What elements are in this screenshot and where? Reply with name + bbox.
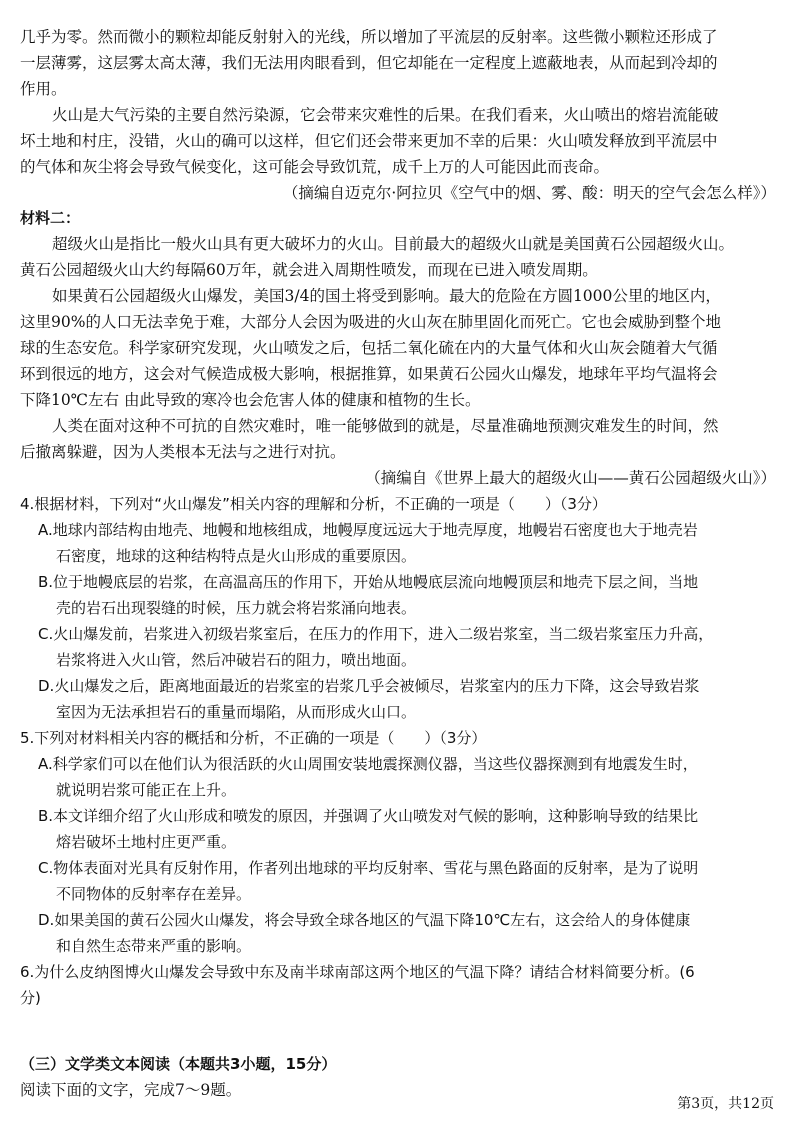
q5-option-d-cont: 和自然生态带来严重的影响。 bbox=[56, 937, 252, 955]
page-number: 第3页，共12页 bbox=[677, 1096, 774, 1112]
q4-option-b-cont: 壳的岩石出现裂缝的时候，压力就会将岩浆涌向地表。 bbox=[56, 599, 417, 617]
q4-option-b: B.位于地幔底层的岩浆，在高温高压的作用下，开始从地幔底层流向地幔顶层和地壳下层之间，当地 bbox=[38, 573, 699, 591]
material2-heading: 材料二： bbox=[20, 209, 81, 227]
q5-option-a: A.科学家们可以在他们认为很活跃的火山周围安装地震探测仪器，当这些仪器探测到有地震发生时， bbox=[38, 755, 698, 773]
question-5-stem: 5.下列对材料相关内容的概括和分析，不正确的一项是（ ）（3分） bbox=[20, 729, 487, 747]
q5-option-c-cont: 不同物体的反射率存在差异。 bbox=[56, 885, 252, 903]
material2-p2-line: 下降10℃左右 由此导致的寒冷也会危害人体的健康和植物的生长。 bbox=[20, 391, 481, 409]
q4-option-a: A.地球内部结构由地壳、地幔和地核组成，地幔厚度远远大于地壳厚度，地幔岩石密度也大于地壳岩 bbox=[38, 521, 698, 539]
section-3-instruction: 阅读下面的文字，完成7～9题。 bbox=[20, 1081, 242, 1099]
q4-option-c: C.火山爆发前，岩浆进入初级岩浆室后，在压力的作用下，进入二级岩浆室，当二级岩浆室压力升高， bbox=[38, 625, 714, 643]
material2-p2-line: 这里90%的人口无法幸免于难，大部分人会因为吸进的火山灰在肺里固化而死亡。它也会威胁到整个地 bbox=[20, 313, 721, 331]
material2-p1-line: 黄石公园超级火山大约每隔60万年，就会进入周期性喷发，而现在已进入喷发周期。 bbox=[20, 261, 598, 279]
q4-option-d-cont: 室因为无法承担岩石的重量而塌陷，从而形成火山口。 bbox=[56, 703, 417, 721]
material2-p1-line: 超级火山是指比一般火山具有更大破坏力的火山。目前最大的超级火山就是美国黄石公园超级火山。 bbox=[52, 235, 735, 253]
material2-p3-line: 后撤离躲避，因为人类根本无法与之进行对抗。 bbox=[20, 443, 346, 461]
question-4-stem: 4.根据材料，下列对“火山爆发”相关内容的理解和分析，不正确的一项是（ ）（3分） bbox=[20, 495, 607, 513]
material1-p1-line: 一层薄雾，这层雾太高太薄，我们无法用肉眼看到，但它却能在一定程度上遮蔽地表，从而起到冷却的 bbox=[20, 54, 718, 72]
q5-option-c: C.物体表面对光具有反射作用，作者列出地球的平均反射率、雪花与黑色路面的反射率，是为了说明 bbox=[38, 859, 699, 877]
material2-p2-line: 环到很远的地方，这会对气候造成极大影响，根据推算，如果黄石公园火山爆发，地球年平均气温将会 bbox=[20, 365, 718, 383]
material1-source: （摘编自迈克尔·阿拉贝《空气中的烟、雾、酸：明天的空气会怎么样》） bbox=[282, 184, 776, 202]
material1-p2-line: 坏土地和村庄，没错，火山的确可以这样，但它们还会带来更加不幸的后果：火山喷发释放到平流层中 bbox=[20, 132, 718, 150]
material2-p2-line: 球的生态安危。科学家研究发现，火山喷发之后，包括二氧化硫在内的大量气体和火山灰会随着大气循 bbox=[20, 339, 718, 357]
question-6-stem: 6.为什么皮纳图博火山爆发会导致中东及南半球南部这两个地区的气温下降？请结合材料简要分析。(6 bbox=[20, 963, 695, 981]
material1-p2-line: 的气体和灰尘将会导致气候变化，这可能会导致饥荒，成千上万的人可能因此而丧命。 bbox=[20, 158, 610, 176]
section-3-heading: （三）文学类文本阅读（本题共3小题，15分） bbox=[20, 1055, 337, 1073]
question-6-stem-cont: 分) bbox=[20, 989, 41, 1007]
material1-p1-line: 几乎为零。然而微小的颗粒却能反射射入的光线，所以增加了平流层的反射率。这些微小颗粒还形成了 bbox=[20, 28, 718, 46]
material2-p3-line: 人类在面对这种不可抗的自然灾难时，唯一能够做到的就是，尽量准确地预测灾难发生的时间，然 bbox=[52, 417, 719, 435]
material2-p2-line: 如果黄石公园超级火山爆发，美国3/4的国土将受到影响。最大的危险在方圆1000公里的地区内， bbox=[52, 287, 721, 305]
q4-option-c-cont: 岩浆将进入火山管，然后冲破岩石的阻力，喷出地面。 bbox=[56, 651, 417, 669]
q5-option-a-cont: 就说明岩浆可能正在上升。 bbox=[56, 781, 237, 799]
q4-option-d: D.火山爆发之后，距离地面最近的岩浆室的岩浆几乎会被倾尽，岩浆室内的压力下降，这会导致岩浆 bbox=[38, 677, 700, 695]
q4-option-a-cont: 石密度，地球的这种结构特点是火山形成的重要原因。 bbox=[56, 547, 417, 565]
q5-option-d: D.如果美国的黄石公园火山爆发，将会导致全球各地区的气温下降10℃左右，这会给人的身体健康 bbox=[38, 911, 691, 929]
q5-option-b-cont: 熔岩破坏土地村庄更严重。 bbox=[56, 833, 237, 851]
material1-p2-line: 火山是大气污染的主要自然污染源，它会带来灾难性的后果。在我们看来，火山喷出的熔岩流能破 bbox=[52, 106, 719, 124]
material1-p1-line: 作用。 bbox=[20, 80, 67, 98]
material2-source: （摘编自《世界上最大的超级火山——黄石公园超级火山》） bbox=[365, 469, 776, 487]
q5-option-b: B.本文详细介绍了火山形成和喷发的原因，并强调了火山喷发对气候的影响，这种影响导致的结果比 bbox=[38, 807, 699, 825]
